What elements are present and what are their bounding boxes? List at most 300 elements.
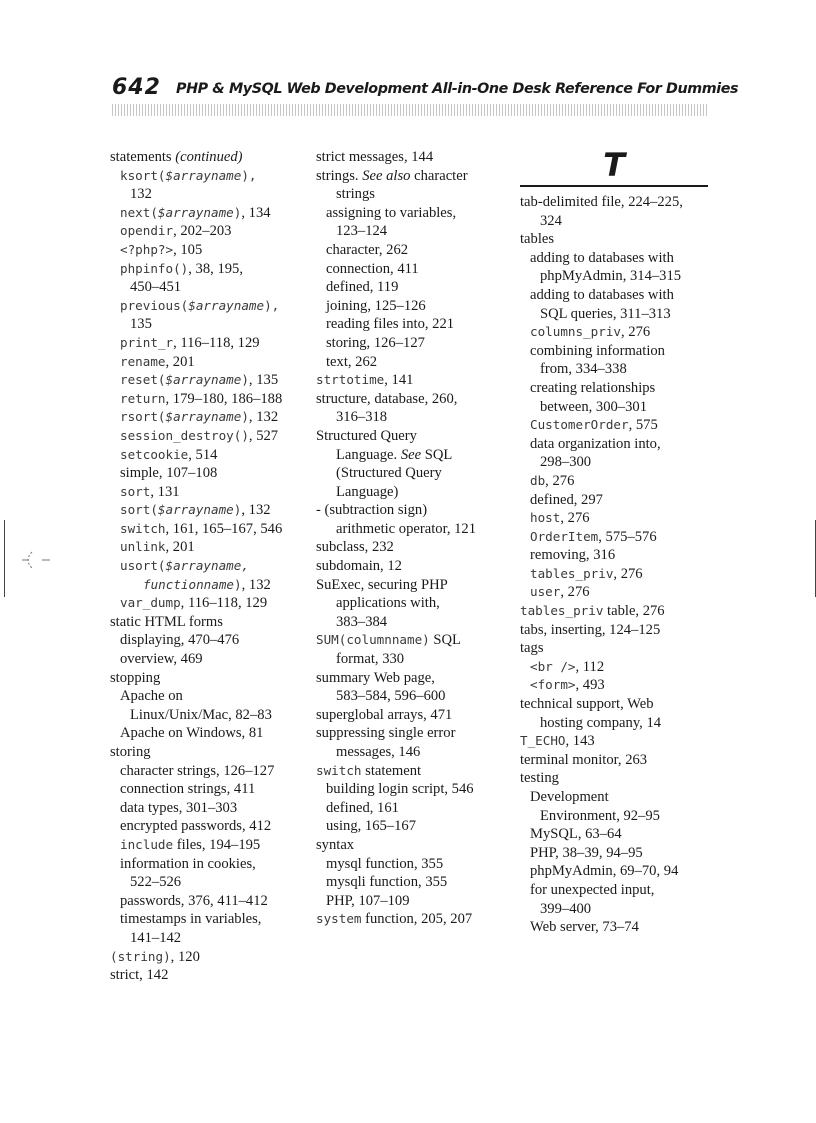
index-entry (520, 360, 710, 379)
code-term: ) (241, 409, 249, 425)
code-term: T_ECHO (520, 733, 566, 749)
entry-text: text, 262 (326, 353, 378, 370)
index-entry (316, 594, 516, 613)
index-entry (520, 732, 710, 751)
entry-text: phpMyAdmin, 69–70, 94 (530, 863, 679, 880)
index-entry (110, 353, 306, 372)
entry-text: , 135 (248, 372, 279, 389)
entry-text: , 120 (170, 948, 200, 965)
entry-text: 135 (130, 316, 152, 333)
code-term: sort( (120, 502, 158, 518)
index-entry (316, 706, 516, 725)
entry-text: (continued) (175, 149, 243, 165)
code-term: <?php?> (120, 241, 174, 257)
index-entry (110, 446, 306, 465)
code-term: sort (120, 483, 151, 499)
code-term: $arrayname, (165, 558, 249, 574)
entry-text: format, 330 (336, 651, 405, 668)
entry-text: data organization into, (530, 435, 661, 452)
index-entry (520, 435, 710, 454)
index-entry (520, 453, 710, 472)
entry-text: defined, 297 (530, 491, 603, 508)
entry-text: adding to databases with (530, 286, 674, 303)
entry-text: suppressing single error (316, 725, 456, 742)
entry-text: mysql function, 355 (326, 855, 444, 872)
entry-text: , 112 (575, 658, 605, 675)
section-letter: T (603, 146, 625, 184)
entry-text: summary Web page, (316, 669, 435, 686)
entry-text: structure, database, 260, (316, 390, 458, 407)
code-term: unlink (120, 539, 166, 555)
index-entry (110, 538, 306, 557)
index-entry (110, 855, 306, 874)
index-entry (316, 538, 516, 557)
entry-text: , 527 (248, 427, 279, 444)
entry-text: between, 300–301 (540, 398, 647, 415)
index-entry (316, 743, 516, 762)
entry-text: tables (520, 231, 555, 248)
index-entry (520, 305, 710, 324)
entry-text: Language) (336, 483, 399, 500)
index-entry (316, 855, 516, 874)
entry-text: storing (110, 744, 151, 760)
entry-text: 316–318 (336, 409, 388, 426)
entry-text: technical support, Web (520, 696, 654, 713)
code-term: var_dump (120, 595, 181, 611)
index-entry (520, 230, 710, 249)
index-entry (110, 185, 306, 204)
entry-text: Development (530, 789, 609, 805)
entry-text: , 575 (628, 417, 658, 434)
index-entry (520, 491, 710, 510)
code-term: ), (264, 297, 280, 313)
running-header (112, 74, 739, 102)
entry-text: connection strings, 411 (120, 781, 256, 798)
index-entry (110, 929, 306, 948)
index-entry (316, 315, 516, 334)
entry-text: character (410, 167, 468, 184)
index-entry (110, 687, 306, 706)
binding-mark-left (4, 520, 5, 597)
entry-text: tags (520, 640, 544, 657)
entry-text: strict messages, 144 (316, 149, 434, 165)
header-rule (112, 104, 708, 116)
page-number: 642 (112, 75, 161, 100)
entry-text: Linux/Unix/Mac, 82–83 (130, 706, 272, 723)
index-entry (316, 148, 516, 167)
index-entry (110, 724, 306, 743)
index-entry (520, 249, 710, 268)
index-entry (316, 836, 516, 855)
entry-text: 583–584, 596–600 (336, 688, 446, 705)
index-entry (110, 464, 306, 483)
index-entry (110, 483, 306, 502)
entry-text: function, 205, 207 (361, 911, 473, 928)
code-term: tables_priv (530, 565, 614, 581)
code-term: $arrayname (188, 297, 265, 313)
entry-text: SQL (421, 446, 453, 463)
code-term: (string) (110, 948, 171, 964)
code-term: rsort( (120, 409, 166, 425)
entry-text: , 132 (241, 576, 271, 593)
entry-text: , 131 (150, 483, 180, 500)
entry-text: simple, 107–108 (120, 465, 218, 482)
index-entry (110, 631, 306, 650)
entry-text: 522–526 (130, 874, 182, 891)
index-column-2 (316, 148, 516, 929)
code-term: return (120, 390, 166, 406)
code-term: ksort( (120, 167, 166, 183)
index-entry (110, 297, 306, 316)
entry-text: 132 (130, 186, 152, 203)
entry-text: (Structured Query (336, 465, 442, 482)
code-term: rename (120, 353, 166, 369)
index-entry (110, 427, 306, 446)
index-entry (520, 695, 710, 714)
code-term: functionname (143, 576, 234, 592)
registration-mark-icon (20, 548, 60, 572)
index-entry (316, 520, 516, 539)
index-entry (110, 204, 306, 223)
code-term: <br /> (530, 658, 576, 674)
entry-text: , 202–203 (173, 223, 232, 240)
entry-text: , 132 (248, 409, 279, 426)
index-entry (316, 576, 516, 595)
index-entry (110, 873, 306, 892)
index-entry (316, 501, 516, 520)
index-entry (110, 520, 306, 539)
entry-text: 298–300 (540, 454, 592, 471)
code-term: $arrayname (165, 372, 242, 388)
entry-text: 399–400 (540, 900, 592, 917)
index-entry (520, 788, 710, 807)
code-term: SUM(columnname) (316, 632, 430, 648)
entry-text: See (400, 446, 422, 463)
index-entry (520, 658, 710, 677)
entry-text: , 38, 195, (188, 260, 243, 277)
index-entry (110, 892, 306, 911)
entry-text: from, 334–338 (540, 361, 627, 378)
index-column-3 (520, 193, 710, 937)
index-entry (520, 639, 710, 658)
index-entry (110, 501, 306, 520)
index-entry (110, 260, 306, 279)
entry-text: Environment, 92–95 (540, 807, 660, 824)
index-entry (520, 621, 710, 640)
index-entry (520, 472, 710, 491)
index-entry (520, 379, 710, 398)
entry-text: , 134 (241, 204, 271, 221)
entry-text: data types, 301–303 (120, 799, 238, 816)
code-term: tables_priv (520, 603, 604, 619)
entry-text: , 276 (621, 324, 651, 341)
entry-text: 141–142 (130, 929, 182, 946)
entry-text: , 179–180, 186–188 (165, 390, 283, 407)
entry-text: tab-delimited file, 224–225, (520, 194, 683, 210)
index-entry (110, 706, 306, 725)
entry-text: SQL (429, 632, 461, 649)
index-entry (110, 557, 306, 576)
code-term: db (530, 472, 546, 488)
entry-text: defined, 119 (326, 279, 399, 296)
code-term: ) (234, 576, 242, 592)
index-entry (520, 212, 710, 231)
index-entry (316, 557, 516, 576)
code-term: session_destroy() (120, 427, 249, 443)
index-entry (520, 844, 710, 863)
index-entry (316, 297, 516, 316)
index-entry (316, 650, 516, 669)
index-entry (110, 334, 306, 353)
entry-text: subdomain, 12 (316, 558, 402, 575)
entry-text: building login script, 546 (326, 781, 474, 798)
code-term: phpinfo() (120, 260, 189, 276)
index-entry (316, 241, 516, 260)
code-term: previous( (120, 297, 189, 313)
index-entry (520, 416, 710, 435)
index-entry (316, 724, 516, 743)
entry-text: for unexpected input, (530, 881, 655, 898)
index-entry (520, 509, 710, 528)
index-entry (110, 780, 306, 799)
code-term: switch (316, 762, 362, 778)
index-entry (316, 762, 516, 781)
code-term: <form> (530, 677, 576, 693)
code-term: $arrayname (157, 204, 234, 220)
entry-text: information in cookies, (120, 855, 256, 872)
code-term: ) (233, 502, 242, 518)
index-entry (110, 613, 306, 632)
index-entry (110, 799, 306, 818)
entry-text: character, 262 (326, 241, 409, 258)
entry-text: strict, 142 (110, 967, 169, 984)
entry-text: applications with, (336, 595, 440, 612)
code-term: setcookie (120, 446, 189, 462)
entry-text: strings. (316, 167, 363, 184)
index-entry (110, 241, 306, 260)
index-entry (316, 334, 516, 353)
entry-text: , 276 (545, 472, 575, 489)
entry-text: PHP, 107–109 (326, 892, 410, 909)
entry-text: using, 165–167 (326, 818, 416, 835)
index-entry (520, 881, 710, 900)
index-entry (110, 762, 306, 781)
entry-text: , 132 (241, 502, 271, 519)
index-entry (316, 780, 516, 799)
entry-text: creating relationships (530, 379, 656, 396)
entry-text: static HTML forms (110, 613, 223, 630)
entry-text: displaying, 470–476 (120, 632, 240, 649)
code-term: print_r (120, 334, 174, 350)
index-entry (520, 528, 710, 547)
entry-text: - (subtraction sign) (316, 502, 428, 519)
entry-text: testing (520, 770, 559, 787)
index-entry (316, 427, 516, 446)
code-term: CustomerOrder (530, 417, 629, 433)
code-term: $arrayname (165, 167, 242, 183)
index-entry (520, 862, 710, 881)
index-entry (520, 769, 710, 788)
entry-text: messages, 146 (336, 744, 421, 760)
entry-text: statements (110, 149, 176, 165)
index-entry (110, 371, 306, 390)
entry-text: timestamps in variables, (120, 911, 262, 928)
code-term: system (316, 911, 362, 927)
entry-text: encrypted passwords, 412 (120, 818, 272, 835)
entry-text: adding to databases with (530, 249, 674, 266)
index-entry (520, 825, 710, 844)
entry-text: table, 276 (603, 603, 665, 620)
index-entry (520, 676, 710, 695)
index-entry (520, 583, 710, 602)
entry-text: Web server, 73–74 (530, 919, 639, 936)
index-entry (316, 687, 516, 706)
index-entry (520, 323, 710, 342)
entry-text: reading files into, 221 (326, 316, 455, 333)
entry-text: combining information (530, 342, 665, 359)
entry-text: statement (361, 762, 422, 779)
entry-text: , 575–576 (598, 528, 657, 545)
index-entry (110, 278, 306, 297)
code-term: reset( (120, 372, 166, 388)
code-term: columns_priv (530, 324, 621, 340)
code-term: $arrayname (157, 502, 234, 518)
entry-text: defined, 161 (326, 799, 399, 816)
index-entry (316, 408, 516, 427)
index-entry (110, 408, 306, 427)
entry-text: , 116–118, 129 (180, 595, 268, 612)
index-entry (316, 278, 516, 297)
index-entry (520, 602, 710, 621)
entry-text: passwords, 376, 411–412 (120, 892, 268, 909)
code-term: ), (241, 167, 257, 183)
code-term: user (530, 584, 561, 600)
entry-text: connection, 411 (326, 260, 419, 277)
entry-text: hosting company, 14 (540, 714, 662, 731)
entry-text: , 105 (173, 241, 203, 258)
entry-text: arithmetic operator, 121 (336, 520, 477, 537)
index-entry (110, 390, 306, 409)
code-term: next( (120, 204, 158, 220)
index-entry (110, 222, 306, 241)
index-entry (520, 398, 710, 417)
index-entry (520, 565, 710, 584)
code-term: ) (233, 204, 242, 220)
book-title: PHP & MySQL Web Development All-in-One Desk Reference For Dummies (176, 81, 739, 97)
index-entry (110, 836, 306, 855)
entry-text: , 493 (575, 677, 605, 694)
code-term: ) (241, 372, 249, 388)
index-entry (316, 371, 516, 390)
entry-text: tabs, inserting, 124–125 (520, 621, 661, 638)
entry-text: , 276 (560, 584, 590, 601)
index-entry (110, 966, 306, 985)
entry-text: mysqli function, 355 (326, 874, 448, 891)
index-entry (520, 193, 710, 212)
entry-text: , 141 (384, 372, 414, 389)
index-entry (316, 817, 516, 836)
entry-text: 123–124 (336, 223, 388, 240)
entry-text: Apache on Windows, 81 (120, 725, 264, 742)
index-entry (316, 260, 516, 279)
entry-text: subclass, 232 (316, 539, 394, 556)
index-entry (110, 650, 306, 669)
entry-text: , 161, 165–167, 546 (165, 520, 283, 537)
index-entry (316, 222, 516, 241)
index-entry (520, 751, 710, 770)
entry-text: strings (336, 186, 375, 203)
code-term: opendir (120, 223, 174, 239)
index-entry (316, 631, 516, 650)
entry-text: 450–451 (130, 279, 182, 296)
entry-text: files, 194–195 (173, 836, 261, 853)
code-term: OrderItem (530, 528, 599, 544)
entry-text: phpMyAdmin, 314–315 (540, 268, 682, 285)
index-entry (316, 204, 516, 223)
code-term: host (530, 510, 561, 526)
entry-text: Language. (336, 446, 401, 463)
index-entry (520, 807, 710, 826)
index-entry (520, 546, 710, 565)
entry-text: removing, 316 (530, 547, 616, 564)
index-entry (316, 873, 516, 892)
index-entry (316, 669, 516, 688)
index-entry (110, 315, 306, 334)
index-entry (110, 817, 306, 836)
index-entry (316, 446, 516, 465)
entry-text: stopping (110, 669, 161, 686)
index-entry (520, 286, 710, 305)
entry-text: PHP, 38–39, 94–95 (530, 844, 643, 861)
entry-text: assigning to variables, (326, 204, 457, 221)
index-entry (520, 267, 710, 286)
index-entry (316, 390, 516, 409)
index-entry (316, 353, 516, 372)
index-entry (520, 900, 710, 919)
index-entry (316, 483, 516, 502)
index-entry (520, 714, 710, 733)
index-entry (316, 464, 516, 483)
entry-text: terminal monitor, 263 (520, 751, 648, 768)
index-entry (110, 148, 306, 167)
entry-text: character strings, 126–127 (120, 762, 275, 779)
entry-text: , 143 (565, 733, 595, 750)
index-entry (110, 167, 306, 186)
entry-text: syntax (316, 836, 355, 853)
index-entry (316, 892, 516, 911)
index-entry (520, 918, 710, 937)
entry-text: 324 (540, 212, 562, 229)
entry-text: , 116–118, 129 (173, 334, 260, 351)
entry-text: superglobal arrays, 471 (316, 706, 453, 723)
index-entry (316, 185, 516, 204)
entry-text: SuExec, securing PHP (316, 576, 448, 593)
index-entry (110, 910, 306, 929)
entry-text: , 276 (613, 565, 643, 582)
code-term: usort( (120, 558, 166, 574)
entry-text: SQL queries, 311–313 (540, 305, 671, 322)
index-entry (520, 342, 710, 361)
entry-text: storing, 126–127 (326, 334, 425, 351)
entry-text: Structured Query (316, 427, 417, 444)
entry-text: overview, 469 (120, 651, 203, 668)
entry-text: joining, 125–126 (326, 297, 426, 314)
index-entry (316, 799, 516, 818)
code-term: strtotime (316, 372, 385, 388)
entry-text: , 514 (188, 446, 218, 463)
section-letter-rule (520, 185, 708, 187)
entry-text: Apache on (120, 688, 183, 705)
